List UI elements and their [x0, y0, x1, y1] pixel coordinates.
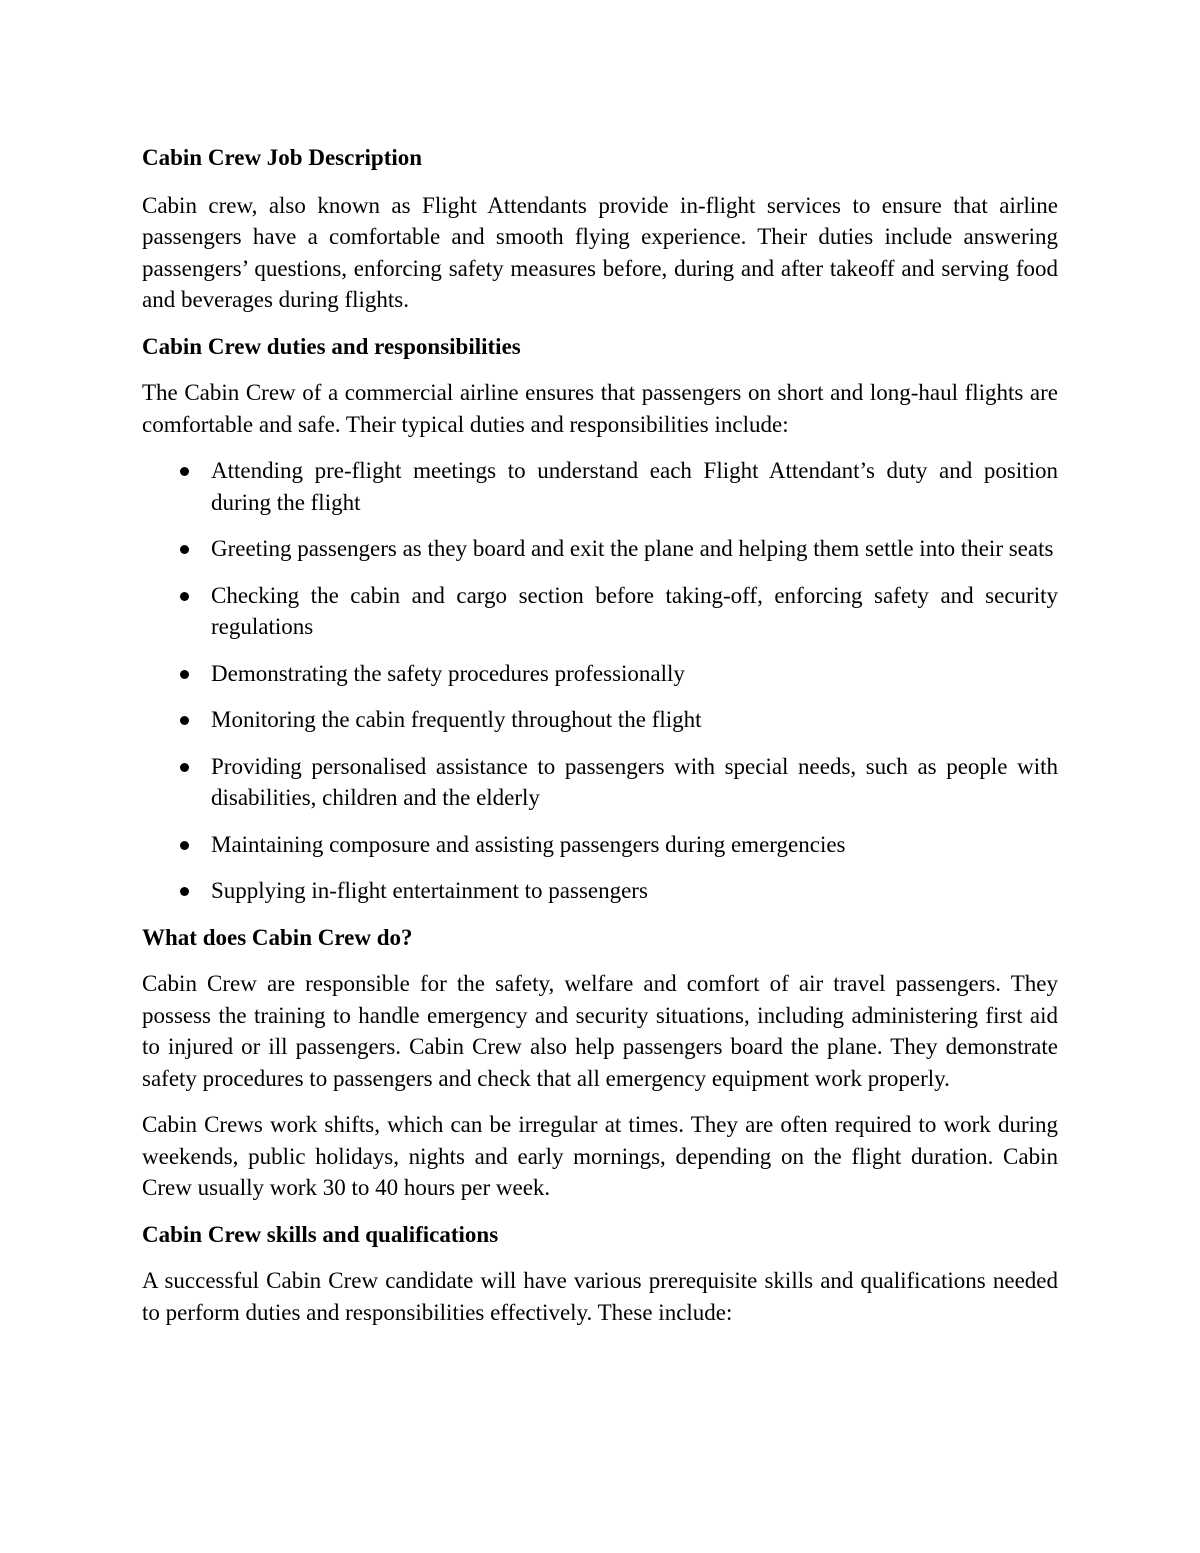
bullet-icon — [180, 716, 189, 725]
list-item-text: Greeting passengers as they board and exit the plane and helping them settle into their seats — [211, 536, 1054, 561]
list-item-text: Maintaining composure and assisting passengers during emergencies — [211, 831, 846, 857]
document-title: Cabin Crew Job Description — [142, 145, 423, 170]
list-item-text: Supplying in-flight entertainment to passengers — [211, 878, 648, 903]
list-item — [142, 875, 1058, 907]
list-item — [142, 580, 1058, 643]
bullet-icon — [180, 887, 189, 896]
duties-list — [142, 455, 1058, 907]
document-page — [142, 142, 1058, 1343]
bullet-icon — [180, 545, 189, 554]
list-item — [142, 533, 1058, 565]
intro-paragraph: Cabin crew, also known as Flight Attendants provide in-flight services to ensure that airline passengers have a comfortable and smooth flying experience. Their duties include answering passengers’ questions, enforcing safety measures before, during and after takeoff and serving food and beverages during flights. — [142, 192, 1058, 312]
list-item — [142, 704, 1058, 736]
skills-paragraph: A successful Cabin Crew candidate will have various prerequisite skills and qualifications needed to perform duties and responsibilities effectively. These include: — [142, 1268, 1058, 1325]
list-item — [142, 751, 1058, 814]
list-item — [142, 829, 1058, 861]
list-item-text: Monitoring the cabin frequently throughout the flight — [211, 707, 702, 732]
what-they-do-paragraph-2: Cabin Crews work shifts, which can be irregular at times. They are often required to work during weekends, public holidays, nights and early mornings, depending on the flight duration. Cabin Crew usually work 30 to 40 hours per week. — [142, 1112, 1058, 1200]
bullet-icon — [180, 467, 189, 476]
list-item — [142, 455, 1058, 518]
list-item-text: Attending pre-flight meetings to understand each Flight Attendant’s duty and position during the flight — [211, 458, 1058, 515]
list-item-text: Demonstrating the safety procedures professionally — [211, 660, 685, 686]
duties-paragraph: The Cabin Crew of a commercial airline ensures that passengers on short and long-haul flights are comfortable and safe. Their typical duties and responsibilities include: — [142, 380, 1058, 437]
bullet-icon — [180, 592, 189, 601]
bullet-icon — [180, 670, 189, 679]
duties-heading: Cabin Crew duties and responsibilities — [142, 333, 521, 359]
list-item-text: Checking the cabin and cargo section before taking-off, enforcing safety and security regulations — [211, 582, 1058, 639]
bullet-icon — [180, 763, 189, 772]
list-item-text: Providing personalised assistance to passengers with special needs, such as people with disabilities, children and the elderly — [211, 753, 1058, 810]
what-they-do-paragraph-1: Cabin Crew are responsible for the safety, welfare and comfort of air travel passengers. They possess the training to handle emergency and security situations, including administering first aid to injured or ill passengers. Cabin Crew also help passengers board the plane. They demonstrate safety procedures to passengers and check that all emergency equipment work properly. — [142, 971, 1058, 1091]
skills-heading: Cabin Crew skills and qualifications — [142, 1221, 499, 1247]
bullet-icon — [180, 841, 189, 850]
what-they-do-heading: What does Cabin Crew do? — [142, 924, 413, 950]
list-item — [142, 658, 1058, 690]
